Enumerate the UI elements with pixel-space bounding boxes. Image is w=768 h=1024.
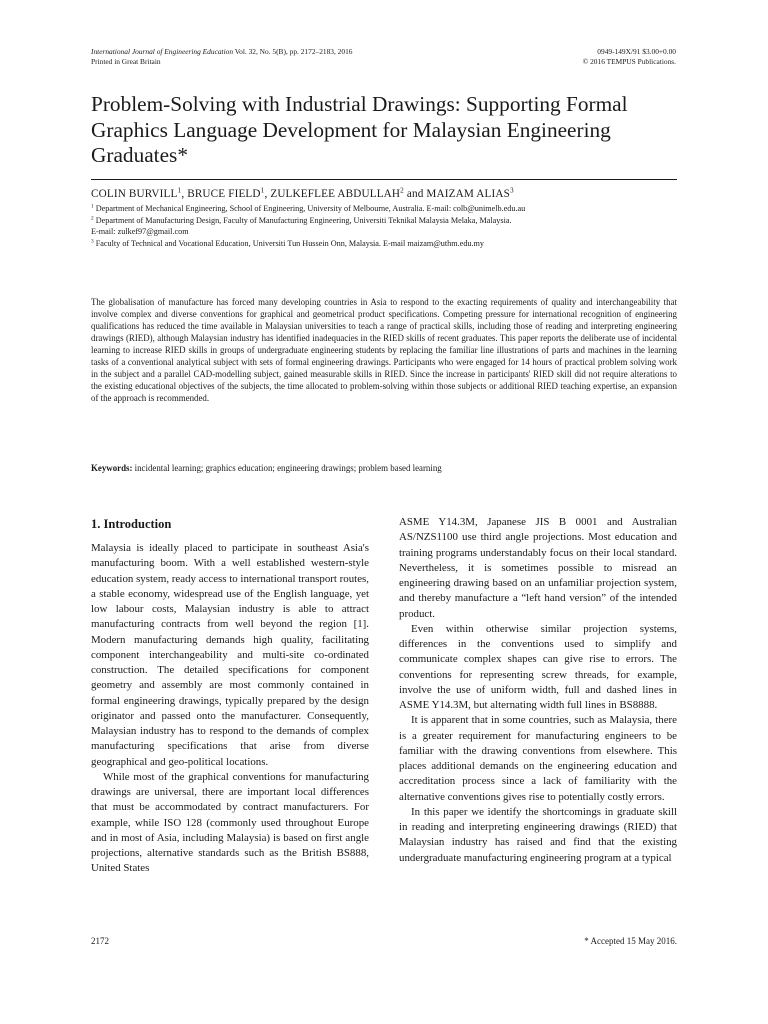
copyright: © 2016 TEMPUS Publications.: [582, 56, 676, 66]
journal-citation: [91, 47, 352, 57]
running-header-right: [583, 47, 676, 66]
author-affil-marker: 2: [400, 186, 404, 195]
affil-marker: 3: [91, 237, 94, 244]
accepted-footnote: * Accepted 15 May 2016.: [584, 936, 677, 946]
author-affil-marker: 1: [260, 186, 265, 195]
affiliation-line: [91, 215, 691, 227]
affil-text: Faculty of Technical and Vocational Education, Universiti Tun Hussein Onn, Malaysia. E-mail maizam@uthm.edu.my: [93, 238, 485, 248]
body-column-left: [91, 541, 369, 877]
affil-marker: 1: [91, 203, 94, 210]
author-name: and MAIZAM ALIAS: [403, 188, 510, 200]
author-name: COLIN BURVILL: [91, 188, 178, 200]
paragraph: Even within otherwise similar projection systems, differences in the conventions used to simplify and communicate complex shapes can give rise to errors. The conventions for representing screw threads, for example, involve the use of uniform width, full and dashed lines in ASME Y14.3M, but alternating width full lines in BS8888.: [399, 622, 677, 711]
affil-marker: 2: [91, 214, 94, 221]
keywords-text: incidental learning; graphics education; engineering drawings; problem based learning: [134, 463, 442, 473]
author-affil-marker: 1: [177, 186, 182, 195]
page-number: 2172: [91, 936, 109, 946]
affil-text: Department of Manufacturing Design, Faculty of Manufacturing Engineering, Universiti Teknikal Malaysia Melaka, Malaysia.: [93, 215, 512, 225]
paragraph: Malaysia is ideally placed to participate in southeast Asia's manufacturing boom. With a well established western-style education system, ready access to international transport routes, a stable economy, widespread use of the English language, yet low labour costs, Malaysian industry is able to attract manufacturing contracts from well beyond the region [1]. Modern manufacturing demands high quality, facilitating component interchangeability and multi-site co-ordinated construction. The detailed specifications for component geometry and assembly are most commonly contained in formal engineering drawings, typically prepared by the design originator and passed onto the manufacturer. Consequently, Malaysian industry has to respond to the demands of complex manufacturing specifications that arise from diverse geographical and geo-political locations.: [91, 542, 369, 768]
affiliations: [91, 203, 691, 249]
keywords-label: Keywords:: [91, 463, 133, 473]
journal-name: International Journal of Engineering Education: [91, 47, 234, 56]
abstract: The globalisation of manufacture has forced many developing countries in Asia to respond to the exacting requirements of quality and interchangeability that involve complex and diverse conventions for graphical and geometrical product specifications. Competing pressure for international recognition of engineering qualifications has reduced the time available in Malaysian universities to teach a range of practical skills, including those of reading and interpreting engineering drawings (RIED), although Malaysian industry has identified inadequacies in the RIED skills of recent graduates. This paper reports the deliberate use of incidental learning to increase RIED skills in groups of undergraduate engineering students by replacing the familiar line illustrations of parts and machines in the learning tasks of a conventional analytical subject with sets of formal engineering drawings. Participants who were engaged for 14 hours of practical problem solving work in the subject and a parallel CAD-modelling subject, gained measurable skills in RIED. Since the increase in participants' RIED skill did not require alterations to the existing educational objectives of the subjects, the time allocated to problem-solving within those subjects or additional RIED teaching expertise, an expansion of the approach is recommended.: [91, 297, 677, 403]
author-affil-marker: 3: [509, 186, 514, 195]
section-heading-introduction: 1. Introduction: [91, 517, 172, 531]
title-rule: [91, 179, 677, 180]
paragraph: While most of the graphical conventions for manufacturing drawings are universal, there are important local differences that must be accommodated by contract manufacturers. For example, while ISO 128 (commonly used throughout Europe and in most of Asia, including Malaysia) is based on first angle projections, alternative standards such as the British BS888, United States: [91, 770, 369, 875]
paragraph: In this paper we identify the shortcomings in graduate skill in reading and interpreting engineering drawings (RIED) that Malaysian industry has raised and find that the existing undergraduate manufacturing engineering program at a typical: [399, 805, 677, 864]
body-column-right: [399, 515, 677, 866]
affiliation-line: [91, 226, 691, 238]
printed-location: Printed in Great Britain: [91, 56, 161, 66]
affiliation-line: [91, 203, 691, 215]
paragraph: ASME Y14.3M, Japanese JIS B 0001 and Australian AS/NZS1100 use third angle projections. Most education and training programs understandably focus on their local standard. Nevertheless, it is sometimes possible to misread an engineering drawing based on an unfamiliar projection system, and thereby manufacture a “left hand version” of the intended product.: [399, 516, 677, 620]
running-header-left: [91, 47, 352, 66]
affil-text: E-mail: zulkef97@gmail.com: [91, 227, 189, 236]
paper-title: Problem-Solving with Industrial Drawings: Supporting Formal Graphics Language Development for Malaysian Engineering Graduates*: [91, 92, 628, 168]
issn: 0949-149X/91 $3.00+0.00: [597, 47, 676, 56]
author-list: [91, 187, 514, 201]
journal-volume: Vol. 32, No. 5(B), pp. 2172–2183, 2016: [233, 47, 353, 56]
affiliation-line: [91, 238, 691, 250]
keywords: [91, 462, 442, 474]
paragraph: It is apparent that in some countries, such as Malaysia, there is a greater requirement for manufacturing engineers to be familiar with the drawing conventions from elsewhere. This places additional demands on the engineering education and accreditation process since a lack of familiarity with the alternative conventions gives rise to potentially costly errors.: [399, 714, 677, 803]
affil-text: Department of Mechanical Engineering, School of Engineering, University of Melbourne, Australia. E-mail: colb@unimelb.edu.au: [93, 204, 526, 213]
author-name: , BRUCE FIELD: [181, 188, 261, 200]
author-name: , ZULKEFLEE ABDULLAH: [264, 188, 401, 200]
